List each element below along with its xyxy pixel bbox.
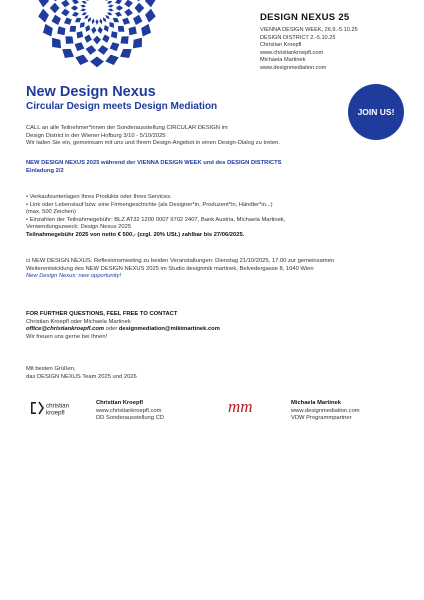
signature-web[interactable]: www.designmediation.com — [291, 407, 360, 414]
intro-text — [26, 125, 396, 148]
logo-lattice-cell — [62, 48, 75, 58]
logo-lattice-cell — [92, 35, 101, 45]
meeting-line: Weiterentwicklung des NEW DESIGN NEXUS 2025 im Studio designmik martinek, Belvedergasse 8, 1040 Wien — [26, 265, 314, 272]
headline: New Design Nexus — [26, 84, 156, 100]
logo-lattice-cell — [124, 0, 134, 8]
logo-lattice-cell — [133, 0, 144, 2]
logo-lattice-cell — [117, 25, 125, 32]
signature-role: VDW Programmpartner — [291, 415, 352, 422]
opportunity-note: New Design Nexus: new opportunity! — [26, 273, 122, 280]
logo-lattice-cell — [97, 26, 103, 35]
invitation-subtitle: Einladung 2/2 — [26, 167, 64, 174]
logo-lattice-cell — [112, 17, 120, 22]
logo-lattice-cell — [97, 45, 109, 56]
logo-lattice-cell — [134, 2, 145, 14]
logo-lattice-cell — [74, 42, 85, 52]
logo-lattice-cell — [74, 17, 82, 22]
logo-lattice-cell — [114, 11, 123, 17]
event-info-line: VIENNA DESIGN WEEK, 26.9.-5.10.25 — [260, 27, 358, 33]
logo-lattice-cell — [63, 17, 72, 25]
christian-kroepfl-logo-icon — [30, 400, 86, 416]
logo-lattice-cell — [84, 34, 93, 44]
logo-lattice-cell — [65, 36, 74, 45]
logo-lattice-cell — [52, 37, 62, 49]
event-info-link[interactable]: www.christiankroepfl.com — [260, 49, 324, 56]
event-info-line: Michaela Martinek — [260, 57, 306, 64]
invitation-title: NEW DESIGN NEXUS 2025 während der VIENNA DESIGN WEEK und des DESIGN DISTRICTS — [26, 160, 282, 166]
logo-lattice-cell — [107, 8, 115, 12]
logo-lattice-cell — [79, 4, 87, 8]
logo-lattice-cell — [85, 45, 97, 56]
signature-role: DD Sonderausstellung CD — [96, 415, 164, 422]
circular-design-logo-icon — [22, 0, 172, 78]
closing-line: Wir freuen uns gerne bei Ihnen! — [26, 333, 108, 340]
ck-logo-line-1: christian — [46, 402, 70, 410]
signature-left — [96, 400, 164, 423]
contact-section — [26, 311, 396, 341]
michaela-martinek-logo-icon — [226, 398, 284, 416]
logo-lattice-cell — [60, 0, 70, 8]
logo-lattice-cell — [42, 23, 53, 37]
logo-lattice-cell — [79, 8, 87, 12]
logo-lattice-cell — [122, 17, 131, 25]
list-item: • Verkaufsunterlagen Ihres Produkts oder Ihres Services. — [26, 194, 172, 200]
logo-lattice-cell — [49, 2, 60, 14]
logo-lattice-cell — [38, 8, 50, 23]
logo-lattice-cell — [91, 26, 97, 35]
logo-lattice-cell — [69, 25, 77, 32]
event-info-line: Christian Kroepfl — [260, 42, 302, 49]
intro-line: CALL an alle Teilnehmer*innen der Sonderausstellung CIRCULAR DESIGN im — [26, 125, 228, 131]
logo-lattice-cell — [124, 8, 134, 17]
logo-lattice-cell — [110, 31, 118, 39]
event-info-line: DESIGN DISTRICT 2.-5.10.25 — [260, 34, 336, 41]
logo-lattice-cell — [95, 18, 99, 26]
logo-lattice-cell — [85, 24, 91, 32]
signature-name: Michaela Martinek — [291, 400, 341, 406]
event-info — [260, 27, 358, 73]
logo-lattice-cell — [60, 8, 70, 17]
logo-lattice-cell — [103, 24, 109, 32]
logo-lattice-cell — [51, 0, 62, 2]
logo-lattice-cell — [145, 8, 157, 23]
list-item: • Link oder Lebenslauf bzw. eine Firmengeschichte (als Designer*in, Produzent*in, Händler*in...) — [26, 201, 273, 208]
closing-line: Mit besten Grüßen, — [26, 366, 76, 372]
logo-lattice-cell — [70, 5, 79, 11]
logo-lattice-cell — [141, 23, 152, 37]
join-us-button[interactable]: JOIN US! — [348, 84, 404, 140]
logo-lattice-cell — [75, 54, 90, 66]
signature-web[interactable]: www.christiankroepfl.com — [96, 407, 162, 414]
logo-lattice-cell — [102, 34, 111, 44]
logo-lattice-cell — [115, 5, 124, 11]
meeting-info — [26, 258, 396, 281]
logo-lattice-cell — [57, 26, 66, 36]
ck-logo-line-2: kroepfl — [46, 409, 65, 416]
logo-lattice-cell — [109, 22, 115, 29]
logo-lattice-cell — [51, 14, 62, 26]
intro-line: Wir laden Sie ein, gemeinsam mit uns und Ihrem Design-Angebot in einen Design-Dialog zu treten. — [26, 140, 280, 147]
logo-lattice-cell — [133, 14, 144, 26]
logo-lattice-cell — [71, 0, 80, 5]
list-item: • Einzahlen der Teilnahmegebühr: BLZ AT32 1200 0007 9702 2407, Bank Austria, Michaela Martinek, — [26, 216, 286, 223]
logo-lattice-cell — [132, 37, 142, 49]
mm-logo-text: mm — [228, 398, 253, 416]
intro-line: Design District in der Wiener Hofburg 3/10 - 5/10/2025 — [26, 132, 166, 139]
signature-right — [291, 400, 360, 423]
subheadline: Circular Design meets Design Mediation — [26, 101, 218, 112]
signature-name: Christian Kroepfl — [96, 400, 144, 406]
logo-lattice-cell — [89, 56, 104, 68]
closing — [26, 366, 396, 381]
logo-lattice-cell — [145, 0, 157, 8]
list-item: (max. 500 Zeichen) — [26, 209, 76, 216]
contact-title: FOR FURTHER QUESTIONS, FEEL FREE TO CONTACT — [26, 311, 178, 317]
logo-lattice-cell — [114, 0, 123, 5]
logo-lattice-cell — [71, 11, 80, 17]
event-info-link[interactable]: www.designmediation.com — [260, 64, 327, 71]
email-separator: oder — [104, 326, 119, 333]
logo-lattice-cell — [107, 4, 115, 8]
list-item: Verwendungszweck: Design Nexus 2025 — [26, 224, 132, 231]
contact-names: Christian Kroepfl oder Michaela Martinek — [26, 318, 131, 325]
logo-lattice-cell — [38, 0, 50, 8]
logo-lattice-cell — [128, 26, 137, 36]
logo-lattice-cell — [76, 31, 84, 39]
logo-lattice-cell — [109, 42, 120, 52]
fee-note: Teilnahmegebühr 2025 von netto € 500,- (zzgl. 20% USt.) zahlbar bis 27/06/2025. — [26, 231, 245, 238]
email-link-1[interactable]: office@christiankroepfl.com — [26, 326, 105, 333]
logo-lattice-cell — [120, 36, 129, 45]
meeting-line: ci NEW DESIGN NEXUS: Reflexionsmeeting zu beiden Veranstaltungen: Dienstag 21/10/2025, 17.00 zur gemeinsamen — [26, 258, 335, 264]
email-link-2[interactable]: designmediation@mikimartinek.com — [118, 326, 220, 333]
event-title: DESIGN NEXUS 25 — [260, 12, 350, 23]
logo-lattice-cell — [105, 54, 120, 66]
contact-emails — [26, 326, 396, 334]
logo-lattice-cell — [119, 48, 132, 58]
closing-line: das DESIGN NEXUS Team 2025 und 2026 — [26, 373, 137, 380]
invitation — [26, 160, 396, 175]
requirements-list — [26, 194, 396, 240]
